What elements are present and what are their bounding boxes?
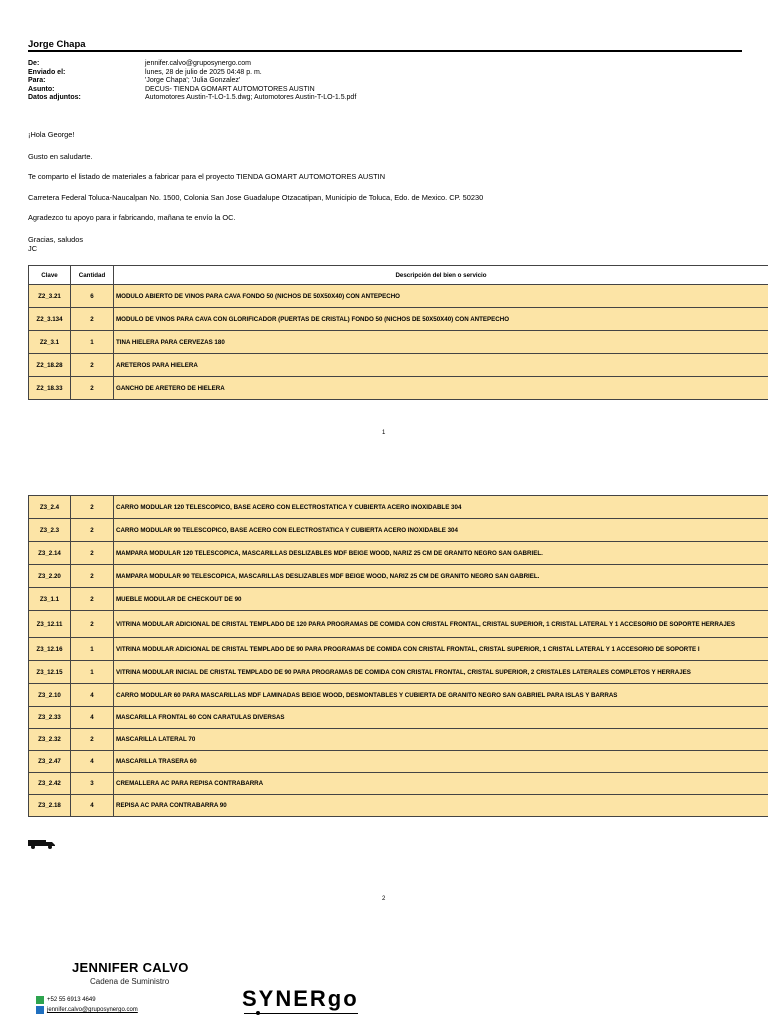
cantidad-cell: 4 [71, 751, 114, 773]
header-subject-row [28, 86, 356, 95]
table-row [29, 638, 768, 661]
header-from-value[interactable]: jennifer.calvo@gruposynergo.com [145, 60, 251, 67]
table-row [29, 707, 768, 729]
clave-cell: Z3_12.16 [29, 638, 71, 661]
clave-cell: Z3_2.14 [29, 542, 71, 565]
header-label: Asunto: [28, 85, 55, 93]
header-attachments-value[interactable]: Automotores Austin-T-LO-1.5.dwg; Automotores Austin-T-LO-1.5.pdf [145, 94, 357, 102]
cantidad-cell: 1 [71, 638, 114, 661]
cantidad-cell: 6 [71, 285, 114, 308]
header-clave: Clave [29, 266, 71, 285]
materials-table-1 [28, 265, 768, 400]
table-row [29, 565, 768, 588]
table-header-row [29, 266, 768, 285]
clave-cell: Z3_2.33 [29, 707, 71, 729]
logo-underline [244, 1013, 358, 1014]
descripcion-cell: MODULO DE VINOS PARA CAVA CON GLORIFICADOR (PUERTAS DE CRISTAL) FONDO 50 (NICHOS DE 50X50X40) CON ANTEPECHO [114, 308, 768, 331]
descripcion-cell: CREMALLERA AC PARA REPISA CONTRABARRA [114, 773, 768, 795]
clave-cell: Z3_2.32 [29, 729, 71, 751]
signature-role: Cadena de Suministro [90, 977, 170, 986]
cantidad-cell: 2 [71, 354, 114, 377]
cantidad-cell: 2 [71, 588, 114, 611]
header-label: Datos adjuntos: [28, 94, 81, 102]
cantidad-cell: 2 [71, 611, 114, 638]
descripcion-cell: MODULO ABIERTO DE VINOS PARA CAVA FONDO 50 (NICHOS DE 50X50X40) CON ANTEPECHO [114, 285, 768, 308]
descripcion-cell: MASCARILLA FRONTAL 60 CON CARATULAS DIVERSAS [114, 707, 768, 729]
signature-email [36, 1006, 138, 1014]
clave-cell: Z3_2.47 [29, 751, 71, 773]
table-row [29, 542, 768, 565]
descripcion-cell: MUEBLE MODULAR DE CHECKOUT DE 90 [114, 588, 768, 611]
table-row [29, 377, 768, 400]
company-logo [242, 986, 359, 1012]
cantidad-cell: 2 [71, 542, 114, 565]
descripcion-cell: CARRO MODULAR 120 TELESCOPICO, BASE ACERO CON ELECTROSTATICA Y CUBIERTA ACERO INOXIDABLE 304 [114, 496, 768, 519]
body-line: Agradezco tu apoyo para ir fabricando, mañana te envío la OC. [28, 213, 236, 222]
header-subject-value: DECUS- TIENDA GOMART AUTOMOTORES AUSTIN [145, 85, 315, 93]
table-row [29, 684, 768, 707]
descripcion-cell: MASCARILLA TRASERA 60 [114, 751, 768, 773]
cantidad-cell: 4 [71, 707, 114, 729]
descripcion-cell: CARRO MODULAR 90 TELESCOPICO, BASE ACERO CON ELECTROSTATICA Y CUBIERTA ACERO INOXIDABLE 304 [114, 519, 768, 542]
descripcion-cell: CARRO MODULAR 60 PARA MASCARILLAS MDF LAMINADAS BEIGE WOOD, DESMONTABLES Y CUBIERTA DE GRANITO NEGRO SAN GABRIEL PARA ISLAS Y BARRAS [114, 684, 768, 707]
clave-cell: Z2_3.21 [29, 285, 71, 308]
cantidad-cell: 3 [71, 773, 114, 795]
table-row [29, 773, 768, 795]
clave-cell: Z2_18.33 [29, 377, 71, 400]
body-line: Gusto en saludarte. [28, 152, 93, 161]
header-sent-row [28, 69, 356, 78]
body-line: Te comparto el listado de materiales a fabricar para el proyecto TIENDA GOMART AUTOMOTORES AUSTIN [28, 172, 386, 181]
header-attachments-row [28, 94, 356, 103]
logo-text: SYNERgo [242, 986, 359, 1011]
table-row [29, 611, 768, 638]
clave-cell: Z3_12.11 [29, 611, 71, 638]
descripcion-cell: VITRINA MODULAR ADICIONAL DE CRISTAL TEMPLADO DE 120 PARA PROGRAMAS DE COMIDA CON CRISTAL FRONTAL, CRISTAL SUPERIOR, 1 CRISTAL LATERAL Y 1 ACCESORIO DE SOPORTE HERRAJES [114, 611, 768, 638]
page-number: 2 [382, 896, 386, 902]
cantidad-cell: 2 [71, 308, 114, 331]
clave-cell: Z3_2.20 [29, 565, 71, 588]
email-icon [36, 1006, 44, 1014]
descripcion-cell: MAMPARA MODULAR 90 TELESCOPICA, MASCARILLAS DESLIZABLES MDF BEIGE WOOD, NARIZ 25 CM DE GRANITO NEGRO SAN GABRIEL. [114, 565, 768, 588]
descripcion-cell: GANCHO DE ARETERO DE HIELERA [114, 377, 768, 400]
body-line: Carretera Federal Toluca-Naucalpan No. 1500, Colonia San Jose Guadalupe Otzacatipan, Municipio de Toluca, Edo. de Mexico. CP. 50230 [28, 193, 484, 202]
clave-cell: Z3_2.42 [29, 773, 71, 795]
cantidad-cell: 1 [71, 661, 114, 684]
header-rule [28, 50, 742, 52]
table-row [29, 795, 768, 817]
email-header [28, 60, 356, 103]
clave-cell: Z3_2.18 [29, 795, 71, 817]
clave-cell: Z3_1.1 [29, 588, 71, 611]
email-link[interactable]: jennifer.calvo@gruposynergo.com [47, 1007, 138, 1013]
phone-text: +52 55 6913 4649 [47, 997, 96, 1003]
clave-cell: Z3_12.15 [29, 661, 71, 684]
descripcion-cell: VITRINA MODULAR ADICIONAL DE CRISTAL TEMPLADO DE 90 PARA PROGRAMAS DE COMIDA CON CRISTAL FRONTAL, CRISTAL SUPERIOR, 1 CRISTAL LATERAL Y 1 ACCESORIO DE SOPORTE I [114, 638, 768, 661]
header-cantidad: Cantidad [71, 266, 114, 285]
clave-cell: Z2_3.1 [29, 331, 71, 354]
header-sent-value: lunes, 28 de julio de 2025 04:48 p. m. [145, 68, 262, 76]
table-row [29, 519, 768, 542]
table-row [29, 588, 768, 611]
descripcion-cell: VITRINA MODULAR INICIAL DE CRISTAL TEMPLADO DE 90 PARA PROGRAMAS DE COMIDA CON CRISTAL FRONTAL, CRISTAL SUPERIOR, 2 CRISTALES LATERALES COMPLETOS Y HERRAJES [114, 661, 768, 684]
clave-cell: Z3_2.3 [29, 519, 71, 542]
sender-name: Jorge Chapa [28, 39, 86, 50]
cantidad-cell: 2 [71, 519, 114, 542]
cantidad-cell: 1 [71, 331, 114, 354]
header-label: De: [28, 60, 40, 67]
greeting: ¡Hola George! [28, 130, 75, 139]
phone-icon [36, 996, 44, 1004]
cantidad-cell: 2 [71, 377, 114, 400]
table-row [29, 354, 768, 377]
table-row [29, 751, 768, 773]
header-label: Enviado el: [28, 68, 66, 76]
truck-icon [28, 838, 56, 849]
descripcion-cell: ARETEROS PARA HIELERA [114, 354, 768, 377]
materials-table-2 [28, 495, 768, 817]
header-to-value: 'Jorge Chapa'; 'Julia Gonzalez' [145, 77, 241, 85]
table-row [29, 496, 768, 519]
header-label: Para: [28, 77, 46, 85]
descripcion-cell: TINA HIELERA PARA CERVEZAS 180 [114, 331, 768, 354]
clave-cell: Z3_2.4 [29, 496, 71, 519]
descripcion-cell: MASCARILLA LATERAL 70 [114, 729, 768, 751]
cantidad-cell: 2 [71, 496, 114, 519]
body-line: Gracias, saludos [28, 235, 84, 244]
signature-name: JENNIFER CALVO [72, 960, 189, 975]
logo-dot [256, 1011, 260, 1015]
clave-cell: Z2_3.134 [29, 308, 71, 331]
clave-cell: Z3_2.10 [29, 684, 71, 707]
header-to-row [28, 77, 356, 86]
table-row [29, 331, 768, 354]
header-from-row [28, 60, 356, 69]
header-descripcion: Descripción del bien o servicio [114, 266, 768, 285]
body-line: JC [28, 244, 38, 253]
table-row [29, 729, 768, 751]
cantidad-cell: 4 [71, 684, 114, 707]
table-row [29, 308, 768, 331]
cantidad-cell: 2 [71, 565, 114, 588]
cantidad-cell: 4 [71, 795, 114, 817]
clave-cell: Z2_18.28 [29, 354, 71, 377]
table-row [29, 285, 768, 308]
page-number: 1 [382, 430, 386, 436]
descripcion-cell: REPISA AC PARA CONTRABARRA 90 [114, 795, 768, 817]
cantidad-cell: 2 [71, 729, 114, 751]
descripcion-cell: MAMPARA MODULAR 120 TELESCOPICA, MASCARILLAS DESLIZABLES MDF BEIGE WOOD, NARIZ 25 CM DE GRANITO NEGRO SAN GABRIEL. [114, 542, 768, 565]
signature-phone [36, 996, 96, 1004]
table-row [29, 661, 768, 684]
